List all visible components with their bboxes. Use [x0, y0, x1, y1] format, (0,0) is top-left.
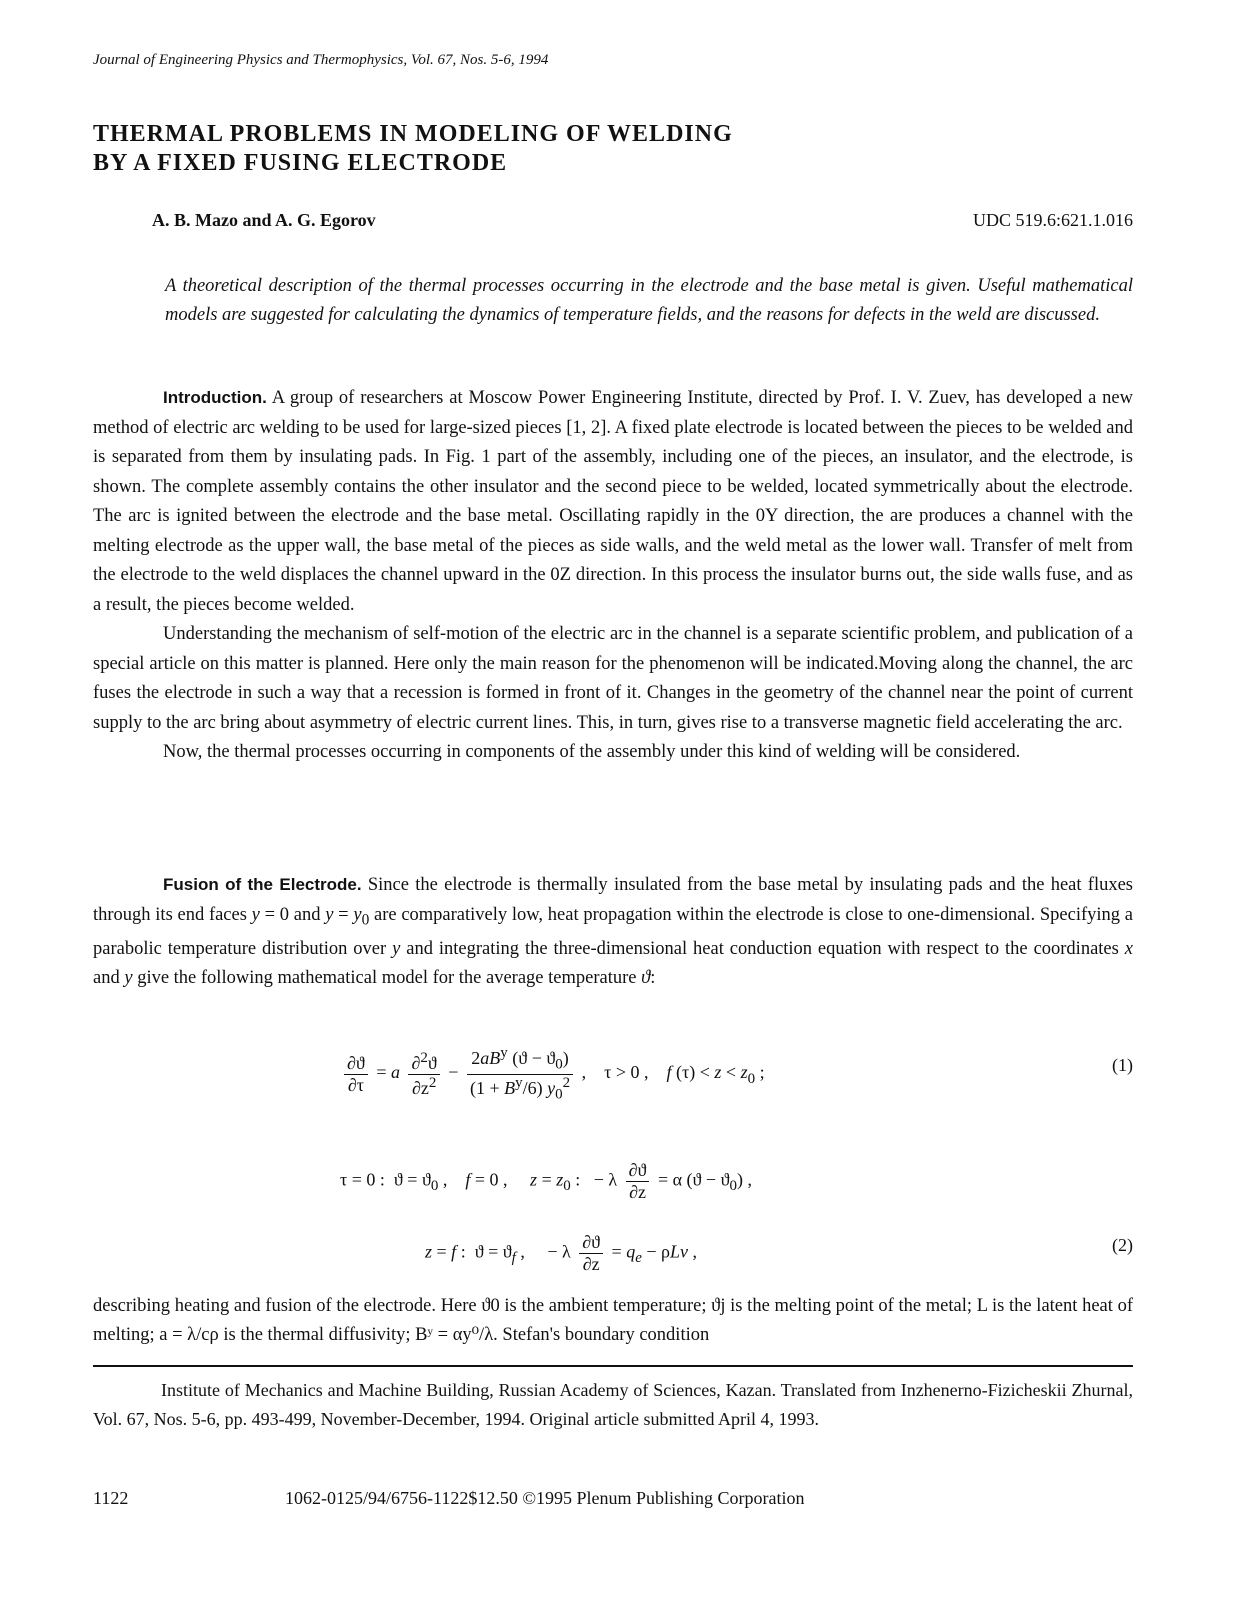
udc-code: UDC 519.6:621.1.016: [972, 210, 1133, 230]
article-title: [93, 120, 733, 178]
post-equation-text: describing heating and fusion of the electrode. Here ϑ0 is the ambient temperature; ϑj is the melting point of the metal; L is the latent heat of melting; a = λ/cρ is the thermal diffusivity; Bʸ = αy⁰/λ. Stefan's boundary condition: [93, 1296, 1133, 1345]
title-line-2: BY A FIXED FUSING ELECTRODE: [93, 150, 508, 176]
intro-paragraph-3: Now, the thermal processes occurring in components of the assembly under this kind of welding will be considered.: [163, 742, 1021, 762]
footnote-rule: [93, 1365, 1133, 1367]
equation-2-boundary: z = f : $ϑ = ϑ_f$ , − λ $\frac{\partial ϑ}{\partial z}$ = $q_e - \rho Lv$ ,: [425, 1232, 698, 1274]
copyright-line: 1062-0125/94/6756-1122$12.50 ©1995 Plenum Publishing Corporation: [285, 1488, 805, 1508]
equation-1: $\frac{\partial ϑ}{\partial\tau}$ = a $\frac{\partial^2ϑ}{\partial z^2}$ − $\frac{2aB^y (ϑ - ϑ_0)}{(1 + B^y/6) y_0^2}$ , τ > 0 , f $(\tau) < z < z_0$ ;: [340, 1045, 765, 1103]
page-number: 1122: [93, 1488, 129, 1508]
intro-text-1: A group of researchers at Moscow Power Engineering Institute, directed by Prof. I. V. Zuev, has developed a new method of electric arc welding to be used for large-sized pieces [1, 2]. A fixed plate electrode is located between the pieces to be welded and is separated from them by insulating pads. In Fig. 1 part of the assembly, including one of the pieces, an insulator, and the electrode, is shown. The complete assembly contains the other insulator and the second piece to be welded, located symmetrically about the electrode. The arc is ignited between the electrode and the base metal. Oscillating rapidly in the 0Y direction, the are produces a channel with the melting electrode as the upper wall, the base metal of the pieces as side walls, and the weld metal as the lower wall. Transfer of melt from the electrode to the weld displaces the channel upward in the 0Z direction. In this process the insulator burns out, the side walls fuse, and as a result, the pieces become welded.: [93, 388, 1133, 615]
fusion-text-c: and integrating the three-dimensional heat conduction equation with respect to the coordinates: [406, 938, 1119, 959]
journal-citation: Journal of Engineering Physics and Thermophysics, Vol. 67, Nos. 5-6, 1994: [93, 52, 549, 68]
fusion-text-b: are comparatively low, heat propagation within the electrode is close to one-dimensional. Specifying a parabolic temperature distribution over: [93, 904, 1133, 959]
fusion-paragraph: Fusion of the Electrode. Since the electrode is thermally insulated from the base metal by insulating pads and the heat fluxes through its end faces y = 0 and $y = y_0$ are comparatively low, heat propagation within the electrode is close to one-dimensional. Specifying a parabolic temperature distribution over y and integrating the three-dimensional heat conduction equation with respect to the coordinates x and y give the following mathematical model for the average temperature ϑ:: [93, 875, 1134, 989]
fusion-text-d: give the following mathematical model for the average temperature: [137, 968, 637, 989]
title-line-1: THERMAL PROBLEMS IN MODELING OF WELDING: [93, 121, 733, 147]
fusion-heading: Fusion of the Electrode.: [163, 875, 362, 894]
intro-paragraph-2: Understanding the mechanism of self-motion of the electric arc in the channel is a separate scientific problem, and publication of a special article on this matter is planned. Here only the main reason for the phenomenon will be indicated.Moving along the channel, the arc fuses the electrode in such a way that a recession is formed in front of it. Changes in the geometry of the channel near the point of current supply to the arc bring about asymmetry of electric current lines. This, in turn, gives rise to a transverse magnetic field accelerating the arc.: [93, 624, 1133, 733]
intro-heading: Introduction.: [163, 388, 267, 407]
abstract: A theoretical description of the thermal processes occurring in the electrode and the base metal is given. Useful mathematical models are suggested for calculating the dynamics of temperature fields, and the reasons for defects in the weld are discussed.: [165, 276, 1133, 325]
fusion-section: [93, 870, 1133, 994]
equation-2-number: (2): [1112, 1235, 1133, 1255]
equation-2-initial: τ = 0 : $ϑ = ϑ_0$ , f = 0 , $z = z_0$ : − λ $\frac{\partial ϑ}{\partial z}$ = α $(ϑ - ϑ_0)$ ,: [340, 1160, 752, 1202]
authors: A. B. Mazo and A. G. Egorov: [152, 210, 376, 230]
introduction-section: [93, 383, 1133, 768]
intro-paragraph-1: [93, 383, 1133, 620]
fusion-text-a: Since the electrode is thermally insulated from the base metal by insulating pads and the heat fluxes through its end faces: [93, 875, 1134, 925]
equation-1-number: (1): [1112, 1055, 1133, 1075]
footnote: Institute of Mechanics and Machine Building, Russian Academy of Sciences, Kazan. Translated from Inzhenerno-Fizicheskii Zhurnal, Vol. 67, Nos. 5-6, pp. 493-499, November-December, 1994. Original article submitted April 4, 1993.: [93, 1380, 1133, 1429]
